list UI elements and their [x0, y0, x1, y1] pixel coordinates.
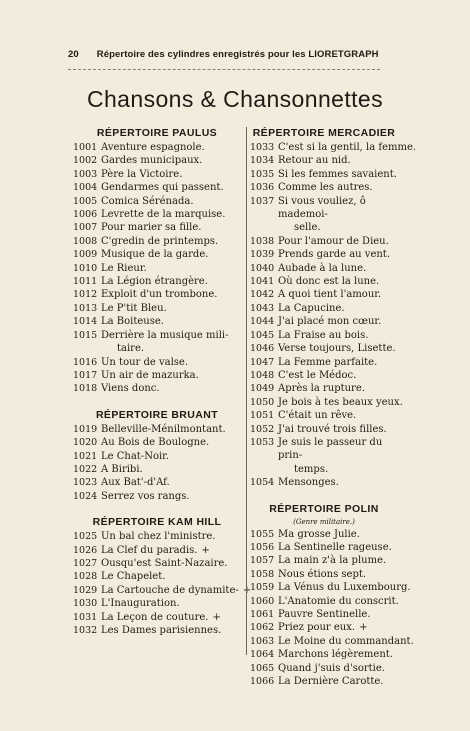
song-title: [278, 675, 398, 688]
cylinder-number: 1030: [73, 598, 98, 610]
song-title: [278, 662, 398, 675]
cylinder-number: 1018: [73, 383, 98, 395]
catalog-entry: [73, 544, 241, 557]
song-title-continuation: selle.: [294, 222, 321, 234]
cylinder-number: 1012: [73, 289, 98, 301]
cylinder-number: 1046: [250, 343, 275, 355]
song-title: [278, 608, 398, 621]
catalog-entry: [250, 635, 414, 648]
song-title-text: Serrez vos rangs.: [101, 490, 190, 502]
song-title: [101, 262, 241, 275]
catalog-entry: [250, 396, 403, 409]
song-title-text: La Capucine.: [278, 302, 345, 314]
cylinder-number: 1038: [250, 235, 275, 247]
cylinder-number: 1005: [73, 195, 98, 207]
cylinder-number: 1009: [73, 249, 98, 261]
song-title-text: Je suis le passeur du prin-: [278, 436, 383, 462]
song-title: [101, 315, 241, 328]
cylinder-number: 1053: [250, 436, 275, 448]
cylinder-number: 1003: [73, 168, 98, 180]
song-title-text: La main z'à la plume.: [278, 555, 387, 567]
song-title: [278, 195, 398, 235]
catalog-entry: [73, 154, 241, 167]
cylinder-number: 1060: [250, 595, 275, 607]
song-title: [278, 302, 398, 315]
catalog-entry: [73, 208, 241, 221]
song-title-continuation: temps.: [294, 463, 329, 475]
cylinder-number: 1051: [250, 410, 275, 422]
song-title-text: Ousqu'est Saint-Nazaire.: [101, 557, 228, 569]
song-title: [278, 315, 398, 328]
cylinder-number: 1062: [250, 622, 275, 634]
song-title: [278, 581, 411, 594]
song-title-text: Un bal chez l'ministre.: [101, 531, 216, 543]
cylinder-number: 1027: [73, 557, 98, 569]
song-title: [101, 235, 241, 248]
song-title-text: Si les femmes savaient.: [278, 168, 397, 180]
song-title: [278, 369, 398, 382]
cylinder-number: 1021: [73, 450, 98, 462]
catalog-entry: [73, 611, 241, 624]
song-title-text: La Cartouche de dynamite-: [101, 584, 239, 596]
catalog-entry: [73, 624, 241, 637]
song-title: [278, 554, 398, 567]
cylinder-number: 1015: [73, 329, 98, 341]
catalog-entry: [250, 436, 398, 476]
cylinder-number: 1008: [73, 235, 98, 247]
song-title-text: Nous étions sept.: [278, 568, 367, 580]
song-title-text: Ma grosse Julie.: [278, 528, 360, 540]
song-title: [278, 288, 398, 301]
cylinder-number: 1041: [250, 276, 275, 288]
catalog-entry: [250, 235, 398, 248]
catalog-entry: [73, 275, 241, 288]
song-title: [278, 409, 398, 422]
song-title: [278, 356, 398, 369]
song-title: [101, 168, 241, 181]
catalog-entry: [73, 329, 241, 356]
song-title: [101, 248, 241, 261]
cylinder-number: 1052: [250, 423, 275, 435]
song-title: [101, 141, 241, 154]
song-title: [278, 329, 398, 342]
cylinder-number: 1040: [250, 262, 275, 274]
cylinder-number: 1004: [73, 182, 98, 194]
song-title-text: C'est le Médoc.: [278, 369, 357, 381]
song-title-text: Un tour de valse.: [101, 356, 189, 368]
cross-mark: +: [201, 544, 210, 556]
song-title-text: Je bois à tes beaux yeux.: [278, 396, 403, 408]
section-heading: RÉPERTOIRE MERCADIER: [252, 127, 396, 139]
cylinder-number: 1064: [250, 649, 275, 661]
song-title: [278, 528, 398, 541]
song-title-text: Le P'tit Bleu.: [101, 302, 167, 314]
cylinder-number: 1023: [73, 477, 98, 489]
catalog-entry: [73, 181, 241, 194]
song-title-text: Exploit d'un trombone.: [101, 289, 218, 301]
song-title-text: Aubade à la lune.: [278, 262, 367, 274]
cylinder-number: 1047: [250, 356, 275, 368]
song-title-text: L'Inauguration.: [101, 598, 180, 610]
song-title-text: Pour marier sa fille.: [101, 222, 202, 234]
cylinder-number: 1006: [73, 209, 98, 221]
page-title: Chansons & Chansonnettes: [86, 86, 383, 112]
cylinder-number: 1042: [250, 289, 275, 301]
catalog-entry: [73, 235, 241, 248]
cylinder-number: 1035: [250, 168, 275, 180]
song-title-text: Retour au nid.: [278, 155, 351, 167]
song-title: [101, 195, 241, 208]
cylinder-number: 1054: [250, 477, 275, 489]
catalog-entry: [250, 423, 398, 436]
catalog-entry: [73, 450, 241, 463]
header-rule: [68, 69, 380, 70]
cylinder-number: 1024: [73, 490, 98, 502]
song-title: [101, 530, 241, 543]
cylinder-number: 1055: [250, 528, 275, 540]
song-title-text: La Sentinelle rageuse.: [278, 541, 392, 553]
song-title-text: Le Chapelet.: [101, 571, 166, 583]
catalog-entry: [73, 436, 241, 449]
cylinder-number: 1058: [250, 568, 275, 580]
song-title-text: J'ai placé mon cœur.: [278, 316, 382, 328]
cross-mark: +: [242, 584, 252, 596]
song-title: [101, 544, 241, 557]
song-title-text: Où donc est la lune.: [278, 276, 380, 288]
song-title: [278, 154, 398, 167]
song-title: [101, 436, 241, 449]
song-title-text: A Biribi.: [101, 463, 143, 475]
song-title: [278, 262, 398, 275]
song-title-text: Prends garde au vent.: [278, 249, 391, 261]
catalog-entry: [250, 581, 411, 594]
song-title: [278, 396, 403, 409]
song-title-text: C'était un rêve.: [278, 410, 357, 422]
catalog-entry: [73, 476, 241, 489]
catalog-entry: [73, 463, 241, 476]
cylinder-number: 1019: [73, 423, 98, 435]
catalog-entry: [250, 302, 398, 315]
song-title: [278, 621, 398, 634]
catalog-entry: [250, 275, 398, 288]
song-title: [101, 181, 241, 194]
cylinder-number: 1065: [250, 662, 275, 674]
catalog-entry: [250, 662, 398, 675]
song-title: [278, 382, 398, 395]
cylinder-number: 1032: [73, 625, 98, 636]
cylinder-number: 1063: [250, 635, 275, 647]
cylinder-number: 1022: [73, 463, 98, 475]
section-heading: RÉPERTOIRE KAM HILL: [92, 516, 222, 529]
song-title: [278, 275, 398, 288]
cylinder-number: 1031: [73, 611, 98, 623]
cylinder-number: 1010: [73, 262, 98, 274]
catalog-entry: [250, 369, 398, 382]
song-title-text: La Boiteuse.: [101, 316, 164, 328]
catalog-entry: [250, 342, 398, 355]
catalog-entry: [73, 195, 241, 208]
song-title: [278, 181, 398, 194]
song-title: [101, 221, 241, 234]
cylinder-number: 1026: [73, 544, 98, 556]
song-title: [101, 597, 241, 610]
catalog-entry: [250, 329, 398, 342]
left-column: [73, 125, 252, 637]
song-title: [101, 611, 241, 624]
section-gap: [250, 490, 398, 501]
catalog-entry: [73, 302, 241, 315]
cylinder-number: 1036: [250, 182, 275, 194]
section-gap: [73, 396, 241, 407]
song-title-text: Le Chat-Noir.: [101, 450, 170, 462]
cylinder-number: 1044: [250, 316, 275, 328]
catalog-entry: [250, 154, 398, 167]
catalog-entry: [73, 584, 252, 597]
cylinder-number: 1057: [250, 555, 275, 567]
song-title: [101, 476, 241, 489]
song-title: [101, 490, 241, 503]
catalog-entry: [73, 248, 241, 261]
catalog-entry: [250, 648, 398, 661]
cylinder-number: 1039: [250, 249, 275, 261]
catalog-entry: [250, 181, 398, 194]
cylinder-number: 1045: [250, 329, 275, 341]
song-title-text: L'Anatomie du conscrit.: [278, 595, 399, 607]
catalog-entry: [73, 221, 241, 234]
song-title-text: C'gredin de printemps.: [101, 235, 219, 247]
right-column: [250, 125, 417, 688]
song-title: [101, 369, 241, 382]
song-title-text: C'est si la gentil, la femme.: [278, 142, 417, 153]
song-title-text: Si vous vouliez, ô mademoi-: [278, 195, 366, 221]
song-title: [278, 476, 398, 489]
catalog-entry: [250, 356, 398, 369]
cylinder-number: 1029: [73, 584, 98, 596]
cylinder-number: 1011: [73, 276, 98, 288]
catalog-entry: [250, 315, 398, 328]
song-title: [278, 141, 416, 154]
catalog-entry: [250, 568, 398, 581]
catalog-entry: [250, 382, 398, 395]
song-title-text: Après la rupture.: [278, 383, 365, 395]
catalog-entry: [250, 621, 398, 634]
song-title-text: Comica Sérénada.: [101, 195, 194, 207]
column-divider: [246, 127, 247, 655]
song-title-text: Marchons légèrement.: [278, 649, 393, 661]
song-title-text: La Femme parfaite.: [278, 356, 378, 368]
song-title: [101, 557, 241, 570]
song-title-text: Le Moine du commandant.: [278, 635, 414, 647]
catalog-entry: [73, 382, 241, 395]
song-title: [101, 154, 241, 167]
song-title-text: La Fraise au bois.: [278, 329, 369, 341]
catalog-entry: [73, 168, 241, 181]
song-title-text: Levrette de la marquise.: [101, 209, 226, 221]
catalog-entry: [73, 490, 241, 503]
song-title: [101, 423, 241, 436]
song-title: [101, 584, 251, 597]
song-title-text: Aux Bat'-d'Af.: [101, 477, 170, 489]
catalog-entry: [250, 248, 398, 261]
song-title: [101, 624, 241, 637]
catalog-entry: [250, 675, 398, 688]
song-title-text: Derrière la musique mili-: [101, 329, 229, 341]
song-title-text: Comme les autres.: [278, 182, 373, 194]
cylinder-number: 1002: [73, 155, 98, 167]
song-title: [278, 423, 398, 436]
catalog-entry: [250, 288, 398, 301]
song-title: [278, 648, 398, 661]
song-title: [101, 329, 241, 356]
song-title-text: Père la Victoire.: [101, 168, 183, 180]
song-title: [278, 568, 398, 581]
cylinder-number: 1007: [73, 222, 98, 234]
catalog-entry: [250, 409, 398, 422]
song-title-text: La Dernière Carotte.: [278, 676, 384, 688]
catalog-entry: [250, 262, 398, 275]
song-title-text: Mensonges.: [278, 477, 339, 489]
cylinder-number: 1043: [250, 302, 275, 314]
catalog-entry: [250, 608, 398, 621]
cylinder-number: 1056: [250, 541, 275, 553]
catalog-entry: [250, 554, 398, 567]
song-title: [278, 342, 398, 355]
song-title: [101, 382, 241, 395]
cylinder-number: 1048: [250, 369, 275, 381]
cylinder-number: 1028: [73, 571, 98, 583]
cylinder-number: 1033: [250, 142, 275, 153]
song-title-text: La Légion étrangère.: [101, 276, 208, 288]
cylinder-number: 1013: [73, 302, 98, 314]
cylinder-number: 1037: [250, 195, 275, 207]
catalog-entry: [73, 597, 241, 610]
cylinder-number: 1014: [73, 316, 98, 328]
song-title: [101, 356, 241, 369]
song-title-text: Musique de la garde.: [101, 249, 209, 261]
song-title: [278, 436, 398, 476]
cylinder-number: 1050: [250, 396, 275, 408]
section-heading: RÉPERTOIRE BRUANT: [95, 408, 219, 421]
cylinder-number: 1001: [73, 142, 98, 153]
song-title: [101, 450, 241, 463]
song-title-text: Un air de mazurka.: [101, 369, 199, 381]
catalog-entry: [250, 528, 398, 541]
song-title-text: Pauvre Sentinelle.: [278, 609, 371, 620]
section-gap: [73, 503, 241, 514]
catalog-entry: [73, 530, 241, 543]
song-title: [278, 235, 398, 248]
song-title-text: J'ai trouvé trois filles.: [278, 423, 387, 435]
catalog-entry: [73, 356, 241, 369]
song-title-text: Belleville-Ménilmontant.: [101, 423, 226, 435]
cylinder-number: 1020: [73, 437, 98, 449]
section-heading: RÉPERTOIRE POLIN: [269, 502, 379, 515]
song-title: [278, 595, 399, 608]
catalog-entry: [250, 168, 398, 181]
cylinder-number: 1061: [250, 609, 275, 620]
song-title-text: Les Dames parisiennes.: [101, 625, 222, 636]
song-title: [101, 302, 241, 315]
song-title-text: Aventure espagnole.: [101, 142, 205, 153]
song-title-text: Verse toujours, Lisette.: [278, 343, 396, 355]
song-title-continuation: taire.: [117, 343, 145, 355]
running-title: Répertoire des cylindres enregistrés pour les LIORETGRAPH: [96, 49, 379, 60]
cylinder-number: 1049: [250, 383, 275, 395]
cylinder-number: 1059: [250, 582, 275, 594]
song-title: [278, 541, 398, 554]
catalog-entry: [73, 557, 241, 570]
song-title-text: Viens donc.: [101, 383, 160, 395]
cylinder-number: 1017: [73, 369, 98, 381]
song-title: [278, 635, 414, 648]
catalog-entry: [250, 141, 417, 154]
song-title: [101, 570, 241, 583]
song-title: [101, 275, 241, 288]
song-title-text: Pour l'amour de Dieu.: [278, 235, 389, 247]
section-subheading: (Genre militaire.): [293, 517, 355, 526]
song-title-text: Le Rieur.: [101, 262, 147, 274]
song-title: [101, 208, 241, 221]
catalog-entry: [73, 423, 241, 436]
song-title-text: Au Bois de Boulogne.: [101, 437, 210, 449]
section-heading: RÉPERTOIRE PAULUS: [96, 127, 218, 139]
song-title-text: Gardes municipaux.: [101, 155, 203, 167]
song-title-text: La Vénus du Luxembourg.: [278, 582, 411, 594]
song-title-text: La Leçon de couture.: [101, 611, 209, 623]
catalog-entry: [250, 595, 398, 608]
catalog-entry: [250, 541, 398, 554]
cylinder-number: 1066: [250, 676, 275, 688]
catalog-entry: [250, 476, 398, 489]
song-title: [278, 168, 398, 181]
running-header: [68, 49, 380, 60]
song-title: [278, 248, 398, 261]
catalog-entry: [73, 369, 241, 382]
song-title-text: Priez pour eux.: [278, 622, 356, 634]
catalog-entry: [73, 315, 241, 328]
song-title-text: A quoi tient l'amour.: [278, 289, 382, 301]
song-title: [101, 463, 241, 476]
song-title-text: Quand j'suis d'sortie.: [278, 662, 385, 674]
page-number: 20: [68, 49, 79, 60]
catalog-entry: [73, 288, 241, 301]
song-title: [101, 288, 241, 301]
cylinder-number: 1034: [250, 155, 275, 167]
catalog-entry: [73, 570, 241, 583]
cross-mark: +: [359, 622, 368, 634]
song-title-text: La Clef du paradis.: [101, 544, 198, 556]
cylinder-number: 1025: [73, 531, 98, 543]
cylinder-number: 1016: [73, 356, 98, 368]
cross-mark: +: [212, 611, 221, 623]
song-title-text: Gendarmes qui passent.: [101, 182, 224, 194]
catalog-entry: [73, 141, 241, 154]
catalog-entry: [250, 195, 398, 235]
catalog-entry: [73, 262, 241, 275]
